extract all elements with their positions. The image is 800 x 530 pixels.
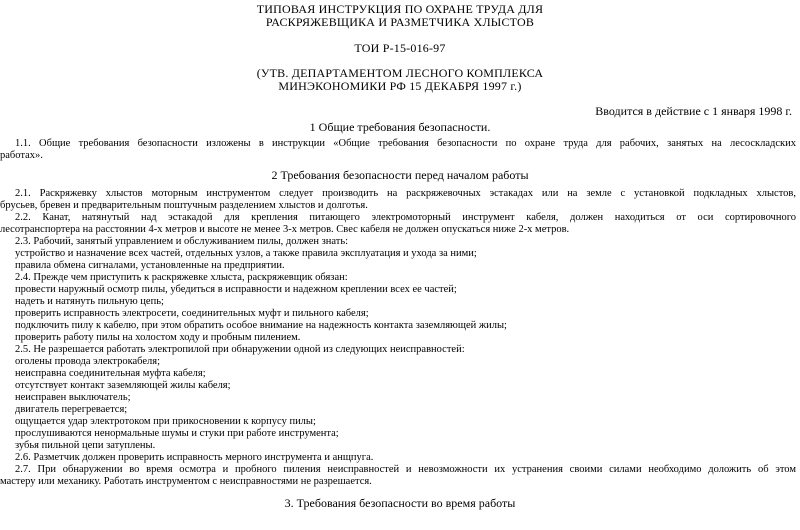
list-item: ощущается удар электротоком при прикосновении к корпусу пилы; [15,416,316,427]
list-item: проверить работу пилы на холостом ходу и пробным пилением. [15,332,301,343]
list-item: устройство и назначение всех частей, отдельных узлов, а также правила эксплуатация и ухода за ними; [15,248,477,259]
doc-code: ТОИ Р-15-016-97 [354,41,446,55]
paragraph-line: брусьев, бревен и предварительным поштучным разделением хлыстов и долготья. [0,200,368,211]
paragraph-line: мастеру или механику. Работать инструментом с неисправностями не разрешается. [0,476,372,487]
section-heading-1: 1 Общие требования безопасности. [309,120,491,134]
effective-date: Вводится в действие с 1 января 1998 г. [595,104,792,118]
approved-line-2: МИНЭКОНОМИКИ РФ 15 ДЕКАБРЯ 1997 г.) [278,79,522,93]
paragraph-line: 2.2. Канат, натянутый над эстакадой для крепления питающего электромоторный инструмент кабеля, должен находиться от оси сортировочного [15,212,796,223]
section-heading-2: 2 Требования безопасности перед началом работы [271,168,529,182]
list-item: проверить исправность электросети, соединительных муфт и пильного кабеля; [15,308,369,319]
paragraph-line: 2.3. Рабочий, занятый управлением и обслуживанием пилы, должен знать: [15,236,349,247]
paragraph-line: 2.4. Прежде чем приступить к раскряжевке хлыста, раскряжевщик обязан: [15,272,348,283]
list-item: подключить пилу к кабелю, при этом обратить особое внимание на надежность контакта заземляющей жилы; [15,320,507,331]
paragraph-line: 2.1. Раскряжевку хлыстов моторным инструментом следует производить на раскряжевочных эстакадах или на земле с установкой подкладных хлыстов, [15,188,796,199]
doc-title-line-2: РАСКРЯЖЕВЩИКА И РАЗМЕТЧИКА ХЛЫСТОВ [265,15,535,29]
section-heading-3: 3. Требования безопасности во время работы [284,496,516,510]
list-item: провести наружный осмотр пилы, убедиться в исправности и надежном креплении всех ее частей; [15,284,457,295]
paragraph-line: 2.5. Не разрешается работать электропилой при обнаружении одной из следующих неисправностей: [15,344,465,355]
approved-line-1: (УТВ. ДЕПАРТАМЕНТОМ ЛЕСНОГО КОМПЛЕКСА [256,66,544,80]
list-item: зубья пильной цепи затуплены. [15,440,156,451]
paragraph-line: 2.6. Разметчик должен проверить исправность мерного инструмента и анщпуга. [15,452,374,463]
doc-title-line-1: ТИПОВАЯ ИНСТРУКЦИЯ ПО ОХРАНЕ ТРУДА ДЛЯ [256,2,544,16]
list-item: прослушиваются ненормальные шумы и стуки при работе инструмента; [15,428,339,439]
paragraph-line: 2.7. При обнаружении во время осмотра и пробного пиления неисправностей и невозможности их устранения своими силами необходимо доложить об этом [15,464,796,475]
list-item: отсутствует контакт заземляющей жилы кабеля; [15,380,231,391]
list-item: оголены провода электрокабеля; [15,356,161,367]
list-item: неисправна соединительная муфта кабеля; [15,368,206,379]
list-item: надеть и натянуть пильную цепь; [15,296,164,307]
paragraph-line: 1.1. Общие требования безопасности изложены в инструкции «Общие требования безопасности по охране труда для рабочих, занятых на лесоскладских [15,138,796,149]
paragraph-line: работах». [0,150,43,161]
list-item: правила обмена сигналами, установленные на предприятии. [15,260,285,271]
list-item: двигатель перегревается; [15,404,128,415]
paragraph-line: лесотранспортера на расстоянии 4-х метров и высоте не менее 3-х метров. Свес кабеля не должен опускаться ниже 2-х метров. [0,224,570,235]
list-item: неисправен выключатель; [15,392,131,403]
